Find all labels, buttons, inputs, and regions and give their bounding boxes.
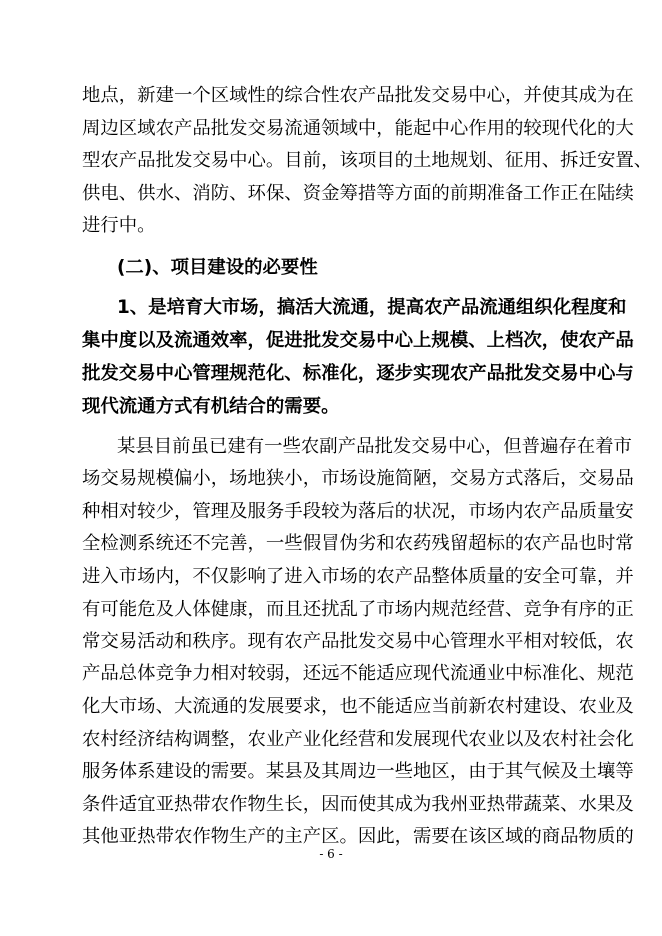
section-heading: (二)、项目建设的必要性 xyxy=(117,257,318,278)
paragraph-2-line: 产品总体竞争力相对较弱，还远不能适应现代流通业中标准化、规范 xyxy=(82,663,634,684)
subheading-line: 集中度以及流通效率，促进批发交易中心上规模、上档次，使农产品 xyxy=(82,330,634,351)
paragraph-1-line: 型农产品批发交易中心。目前，该项目的土地规划、征用、拆迁安置、 xyxy=(82,150,653,171)
paragraph-2-line: 常交易活动和秩序。现有农产品批发交易中心管理水平相对较低，农 xyxy=(82,631,634,652)
paragraph-2-line: 农村经济结构调整，农业产业化经营和发展现代农业以及农村社会化 xyxy=(82,729,634,750)
paragraph-2-line: 化大市场、大流通的发展要求，也不能适应当前新农村建设、农业及 xyxy=(82,696,634,717)
paragraph-2-line: 有可能危及人体健康，而且还扰乱了市场内规范经营、竞争有序的正 xyxy=(82,599,634,620)
paragraph-2-line: 某县目前虽已建有一些农副产品批发交易中心，但普遍存在着市 xyxy=(117,436,632,457)
paragraph-1-line: 地点，新建一个区域性的综合性农产品批发交易中心，并使其成为在 xyxy=(82,85,634,106)
subheading-line: 现代流通方式有机结合的需要。 xyxy=(82,396,340,417)
subheading-line: 批发交易中心管理规范化、标准化，逐步实现农产品批发交易中心与 xyxy=(82,363,634,384)
paragraph-1-line: 周边区域农产品批发交易流通领域中，能起中心作用的较现代化的大 xyxy=(82,118,634,139)
subheading-line: 1、是培育大市场，搞活大流通，提高农产品流通组织化程度和 xyxy=(117,297,627,318)
paragraph-2-line: 场交易规模偏小，场地狭小，市场设施简陋，交易方式落后，交易品 xyxy=(82,468,634,489)
paragraph-2-line: 服务体系建设的需要。某县及其周边一些地区，由于其气候及土壤等 xyxy=(82,761,634,782)
paragraph-2-line: 条件适宜亚热带农作物生长，因而使其成为我州亚热带蔬菜、水果及 xyxy=(82,794,634,815)
page-number: - 6 - xyxy=(319,847,343,861)
paragraph-2-line: 全检测系统还不完善，一些假冒伪劣和农药残留超标的农产品也时常 xyxy=(82,533,634,554)
paragraph-1-line: 供电、供水、消防、环保、资金筹措等方面的前期准备工作正在陆续 xyxy=(82,183,634,204)
paragraph-2-line: 其他亚热带农作物生产的主产区。因此，需要在该区域的商品物质的 xyxy=(82,826,634,847)
paragraph-2-line: 进入市场内，不仅影响了进入市场的农产品整体质量的安全可靠，并 xyxy=(82,566,634,587)
paragraph-2-line: 种相对较少，管理及服务手段较为落后的状况，市场内农产品质量安 xyxy=(82,501,634,522)
paragraph-1-line: 进行中。 xyxy=(82,215,156,236)
